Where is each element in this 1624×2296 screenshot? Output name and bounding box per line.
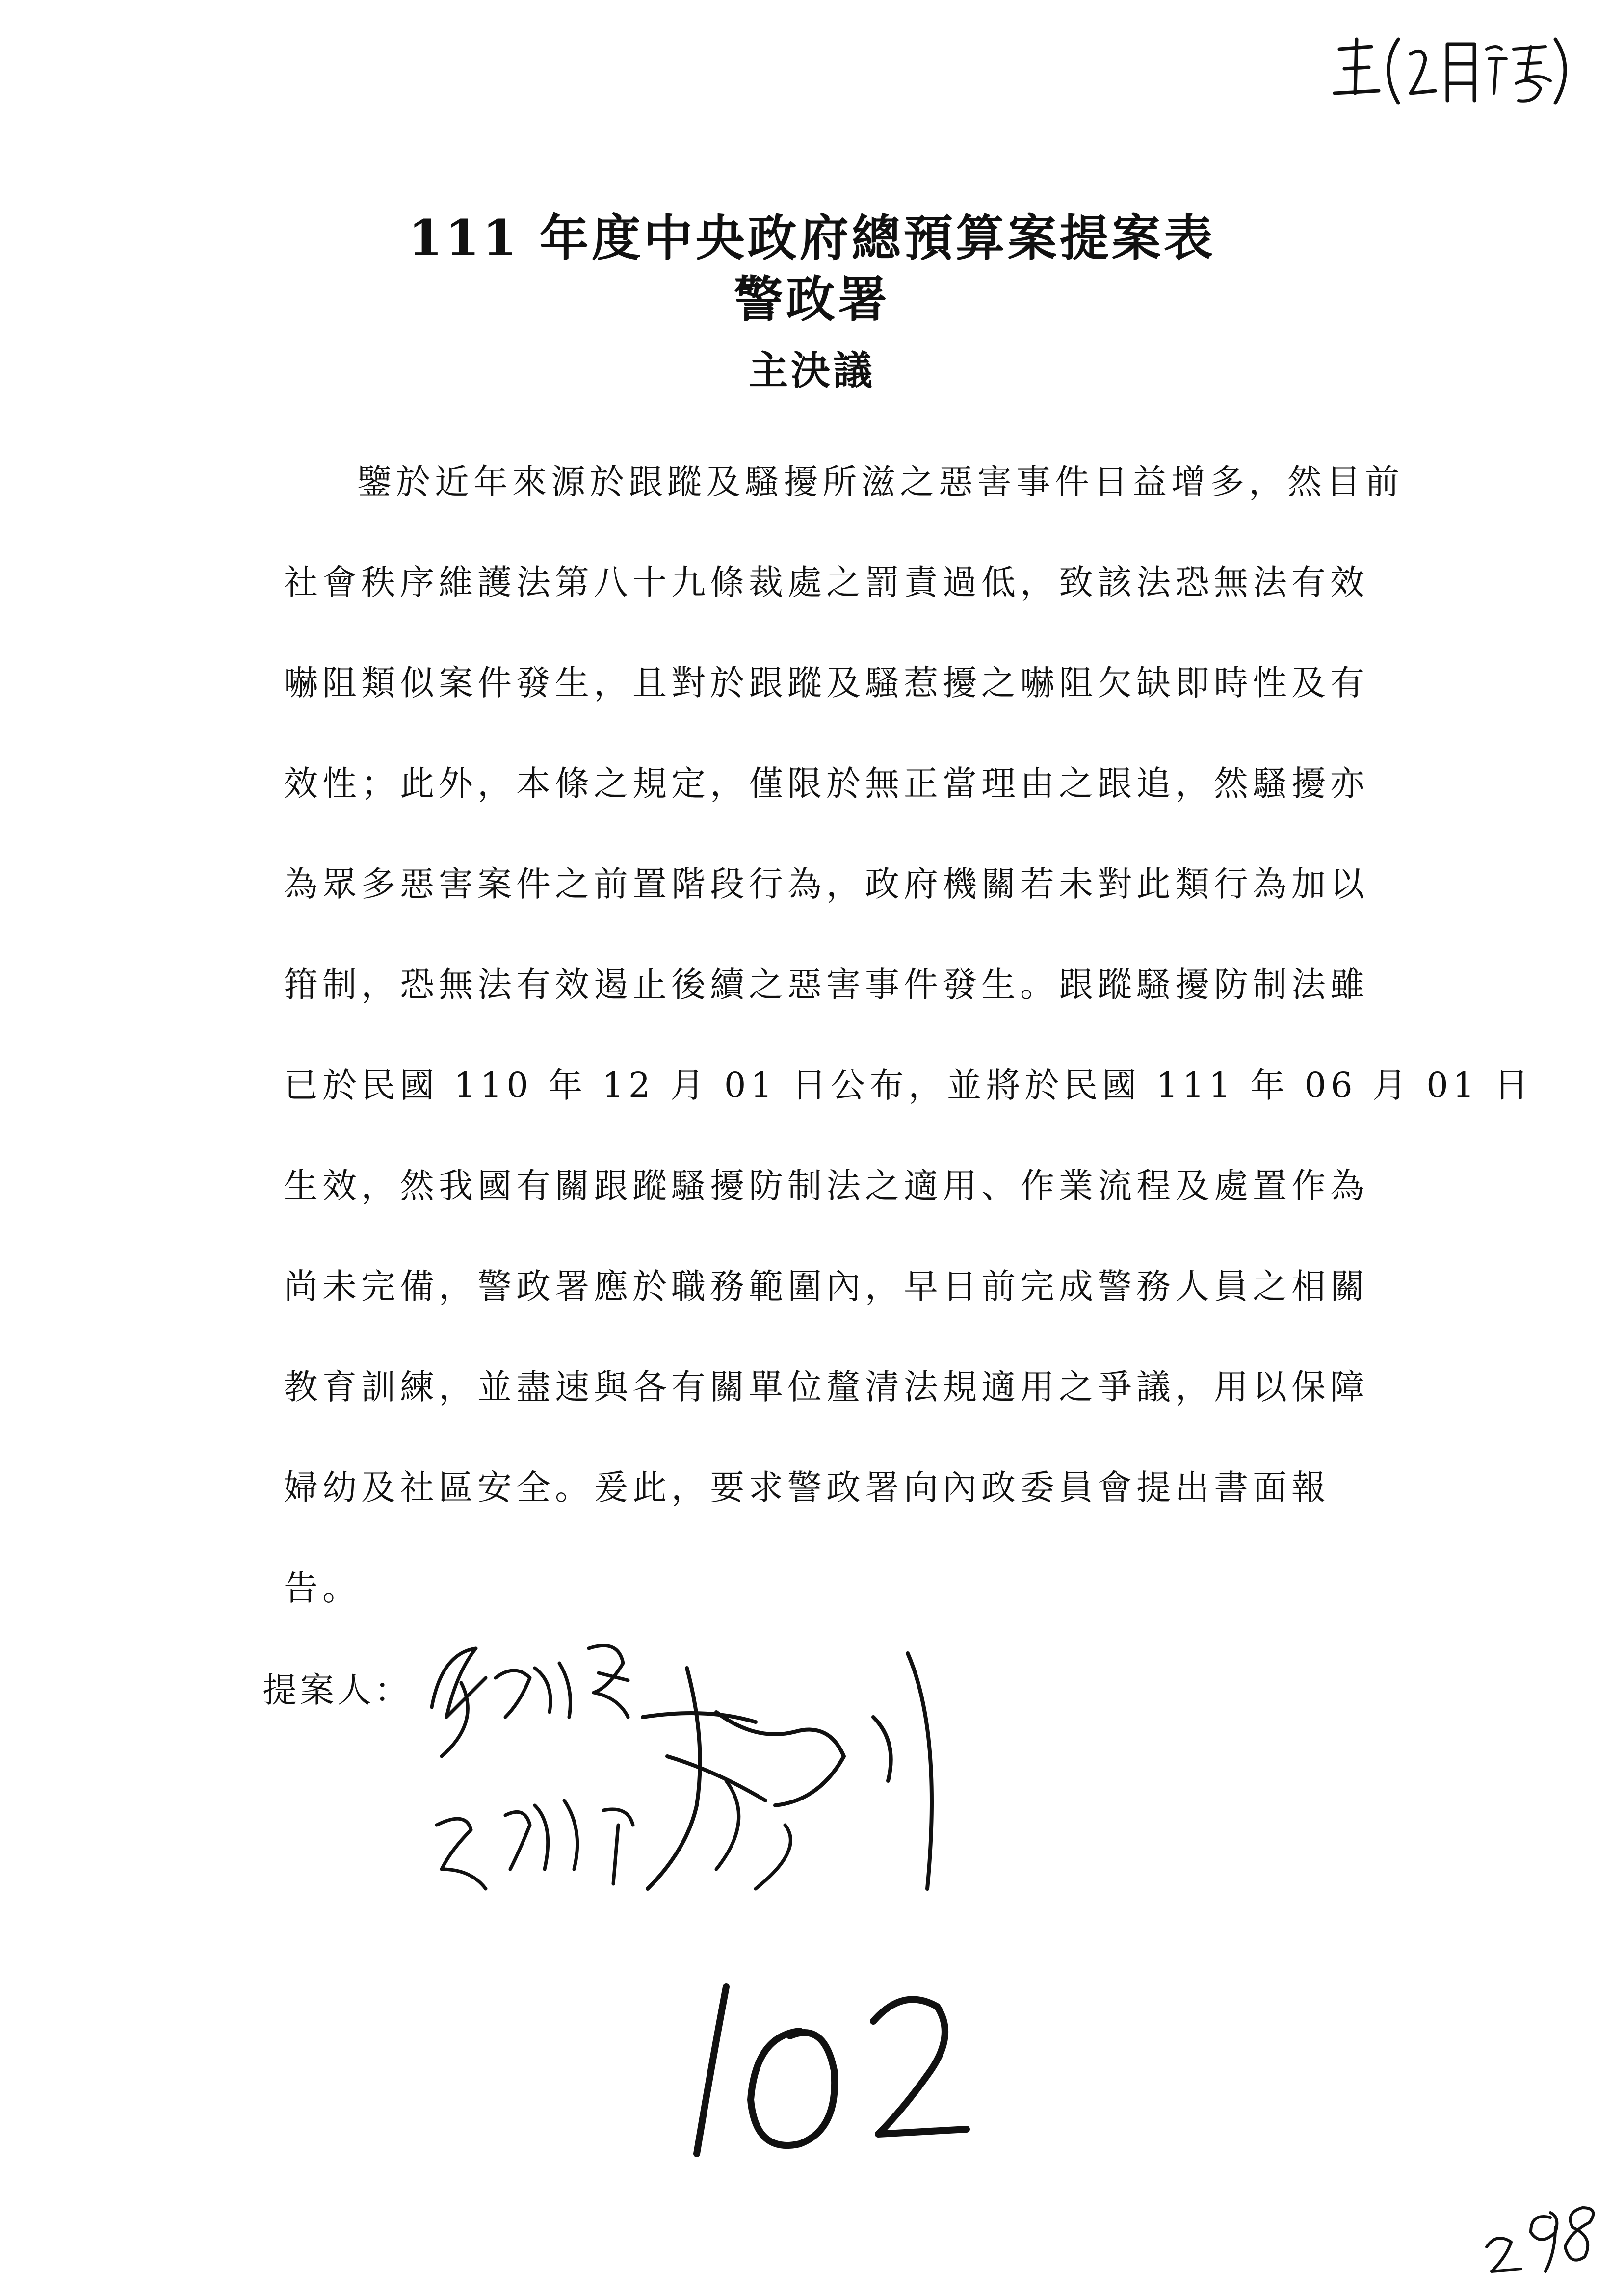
handwritten-page-number [672, 1967, 986, 2173]
body-line: 婦幼及社區安全。爰此，要求警政署向內政委員會提出書面報 [284, 1467, 1330, 1508]
body-line: 生效，然我國有關跟蹤騷擾防制法之適用、作業流程及處置作為 [284, 1166, 1369, 1206]
body-line: 教育訓練，並盡速與各有關單位釐清法規適用之爭議，用以保障 [284, 1367, 1369, 1407]
body-line: 嚇阻類似案件發生，且對於跟蹤及騷惹擾之嚇阻欠缺即時性及有 [284, 663, 1369, 703]
body-line: 已於民國 110 年 12 月 01 日公布，並將於民國 111 年 06 月 01 日 [284, 1065, 1533, 1105]
handwritten-corner-note [1325, 20, 1580, 113]
body-line: 告。 [284, 1568, 361, 1608]
body-line: 效性；此外，本條之規定，僅限於無正當理由之跟追，然騷擾亦 [284, 763, 1369, 804]
body-line: 箝制，恐無法有效遏止後續之惡害事件發生。跟蹤騷擾防制法雖 [284, 965, 1369, 1005]
body-line: 為眾多惡害案件之前置階段行為，政府機關若未對此類行為加以 [284, 864, 1369, 904]
resolution-type: 主決議 [749, 347, 875, 393]
handwritten-corner-number [1477, 2183, 1609, 2281]
body-line: 尚未完備，警政署應於職務範圍內，早日前完成警務人員之相關 [284, 1266, 1369, 1306]
body-line: 社會秩序維護法第八十九條裁處之罰責過低，致該法恐無法有效 [284, 562, 1369, 602]
agency-title: 警政署 [734, 270, 890, 328]
body-line: 鑒於近年來源於跟蹤及騷擾所滋之惡害事件日益增多，然目前 [357, 462, 1404, 502]
document-title: 111 年度中央政府總預算案提案表 [408, 209, 1216, 267]
proposer-signatures [412, 1594, 1001, 1928]
resolution-body [284, 432, 1533, 1639]
proposer-label: 提案人： [262, 1670, 412, 1710]
